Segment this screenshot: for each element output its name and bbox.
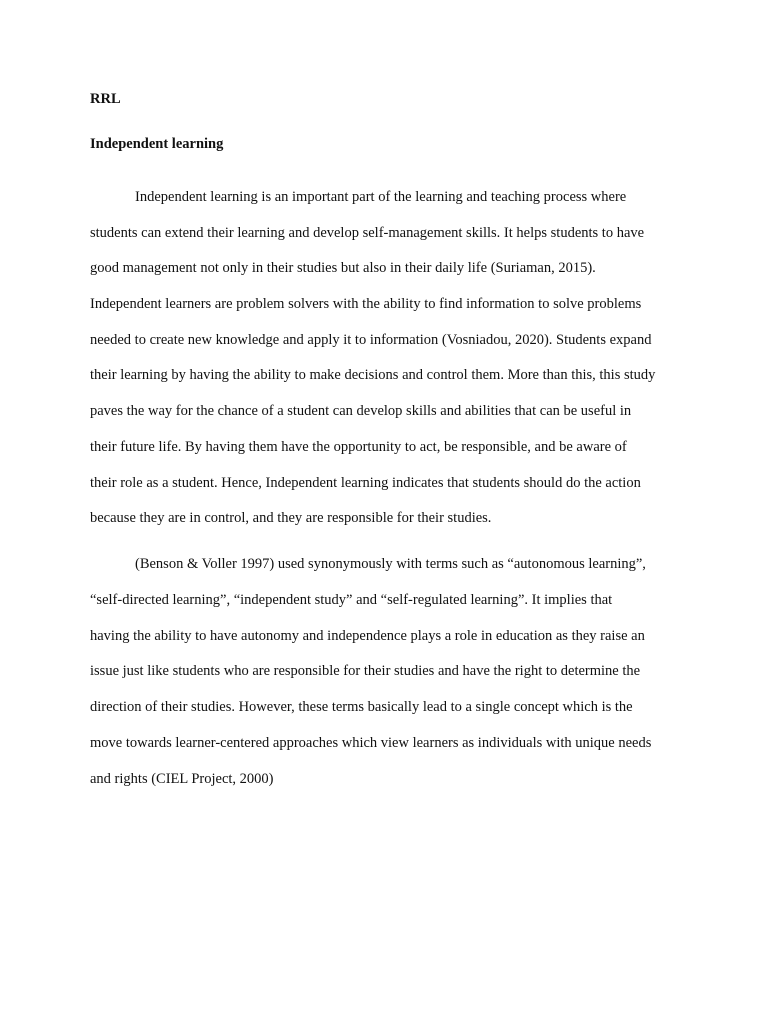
- paragraph-line: because they are in control, and they are responsible for their studies.: [90, 510, 492, 527]
- paragraph-line: students can extend their learning and develop self-management skills. It helps students to have: [90, 224, 645, 241]
- paragraph-1: [90, 180, 685, 537]
- paragraph-2: [90, 547, 685, 797]
- section-heading: Independent learning: [90, 136, 224, 152]
- paragraph-line: having the ability to have autonomy and independence plays a role in education as they raise an: [90, 627, 645, 644]
- paragraph-line: issue just like students who are responsible for their studies and have the right to determine the: [90, 663, 641, 680]
- paragraph-line: their future life. By having them have the opportunity to act, be responsible, and be aware of: [90, 438, 627, 455]
- paragraph-line: “self-directed learning”, “independent study” and “self-regulated learning”. It implies that: [90, 592, 613, 609]
- document-page: [90, 89, 685, 797]
- paragraph-line: their learning by having the ability to make decisions and control them. More than this, this study: [90, 367, 656, 384]
- paragraph-line: Independent learning is an important part of the learning and teaching process where: [135, 189, 627, 205]
- paragraph-line: and rights (CIEL Project, 2000): [90, 770, 274, 787]
- paragraph-line: Independent learners are problem solvers with the ability to find information to solve problems: [90, 296, 642, 313]
- paragraph-line: paves the way for the chance of a student can develop skills and abilities that can be useful in: [90, 403, 632, 420]
- paragraph-line: their role as a student. Hence, Independent learning indicates that students should do the action: [90, 474, 641, 491]
- paragraph-line: (Benson & Voller 1997) used synonymously with terms such as “autonomous learning”,: [135, 556, 646, 573]
- paragraph-line: move towards learner-centered approaches which view learners as individuals with unique needs: [90, 734, 652, 751]
- paragraph-line: direction of their studies. However, these terms basically lead to a single concept which is the: [90, 699, 633, 716]
- paragraph-line: needed to create new knowledge and apply it to information (Vosniadou, 2020). Students expand: [90, 331, 652, 348]
- paragraph-line: good management not only in their studies but also in their daily life (Suriaman, 2015).: [90, 260, 596, 277]
- document-title: RRL: [90, 91, 121, 107]
